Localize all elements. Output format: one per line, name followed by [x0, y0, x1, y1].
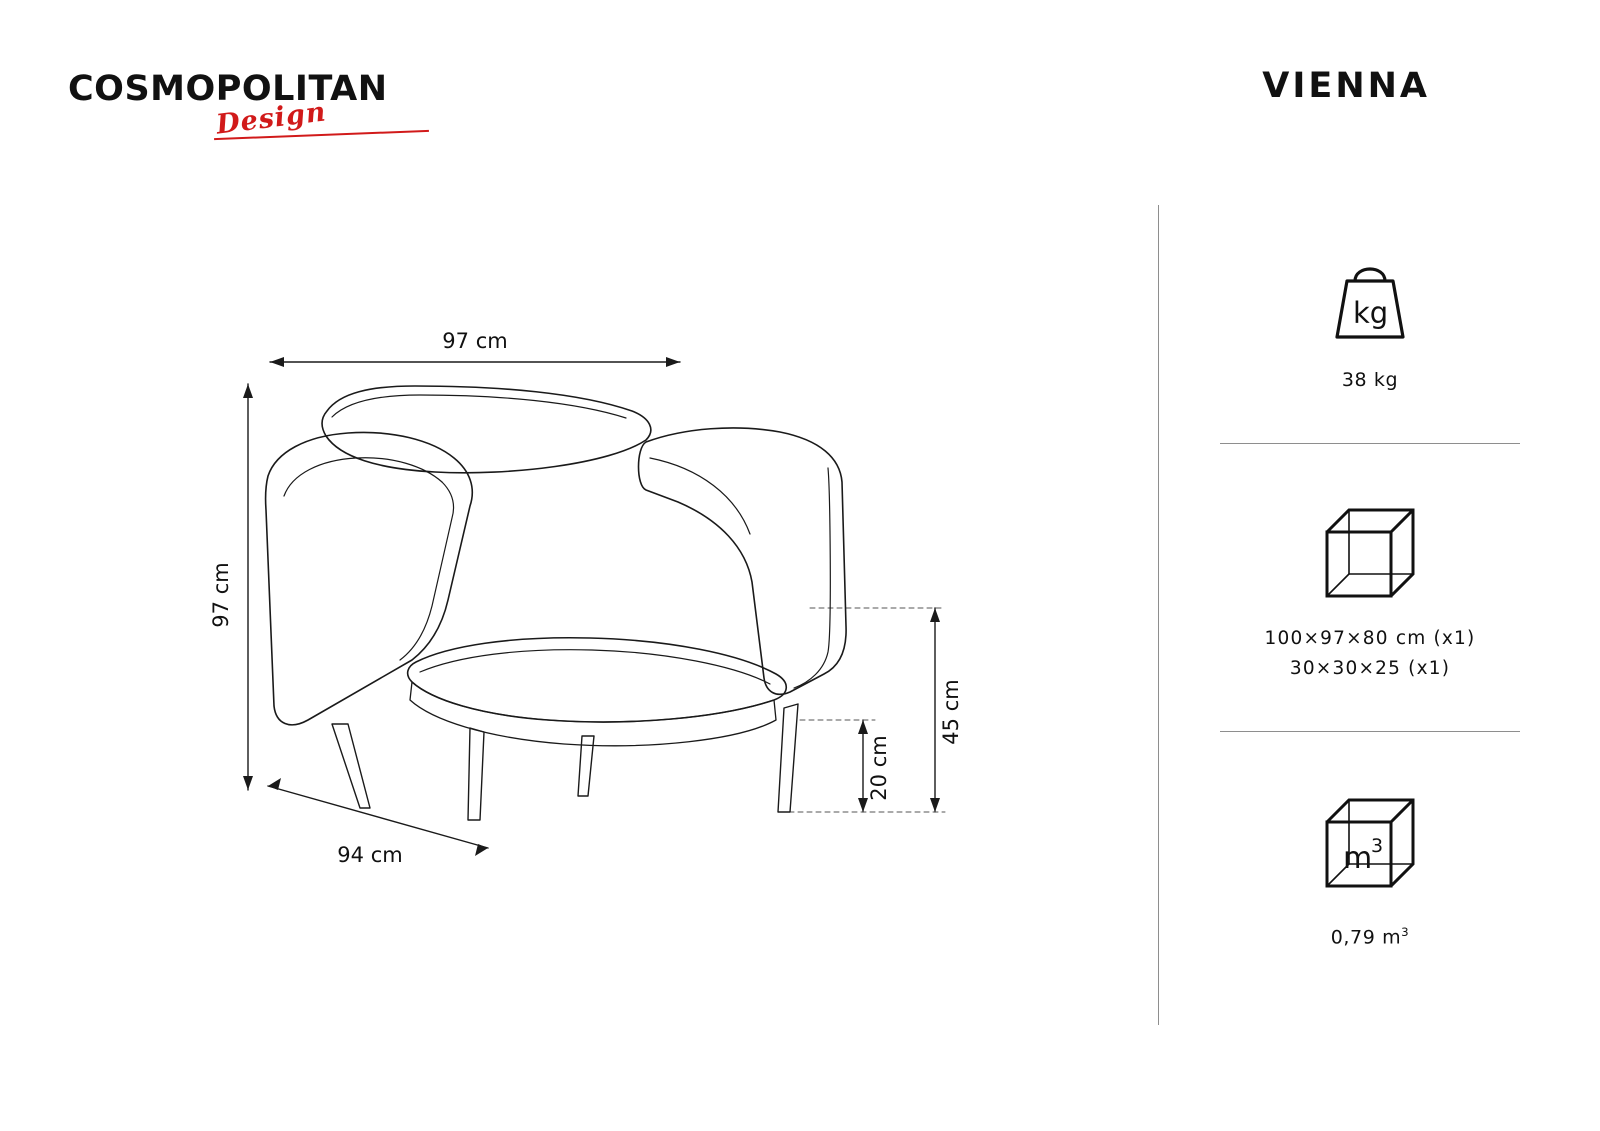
leg-front-left [332, 724, 370, 808]
spec-package-caption-line1: 100×97×80 cm (x1) [1264, 627, 1476, 649]
right-arm-inner2 [650, 458, 750, 534]
spec-volume [1190, 732, 1550, 952]
spec-weight-caption: 38 kg [1341, 369, 1399, 391]
spec-volume-value: 0,79 m [1330, 926, 1402, 949]
svg-text:kg: kg [1353, 296, 1389, 330]
spec-volume-unit-exponent: 3 [1401, 925, 1410, 940]
left-arm-inner2 [400, 482, 454, 660]
right-arm [639, 428, 847, 694]
dimension-height [243, 384, 253, 790]
svg-text:m: m [1343, 841, 1373, 877]
dimension-width [270, 350, 680, 374]
spec-package-caption-line2: 30×30×25 (x1) [1289, 658, 1451, 680]
armchair-technical-drawing [180, 300, 1080, 900]
dimension-height-label: 97 cm [209, 562, 233, 628]
specs-column [1190, 225, 1550, 952]
brand-logo [68, 69, 398, 152]
dimension-leg-height-label: 20 cm [867, 735, 891, 801]
spec-volume-caption [1190, 924, 1550, 952]
seat-cushion-seam [420, 650, 770, 684]
weight-icon [1190, 243, 1550, 353]
dimension-seat-height-label: 45 cm [939, 679, 963, 745]
left-arm [266, 432, 473, 724]
brand-name: COSMOPOLITAN [68, 69, 388, 109]
vertical-divider [1158, 205, 1159, 1025]
volume-box-icon [1190, 780, 1550, 910]
right-arm-inner [794, 468, 830, 688]
svg-text:3: 3 [1371, 835, 1384, 858]
brand-sub-name: Design [214, 96, 329, 141]
leg-front-right [468, 728, 484, 820]
dimension-depth-label: 94 cm [337, 843, 403, 867]
product-title: VIENNA [1262, 66, 1430, 106]
spec-weight [1190, 225, 1550, 395]
leg-rear-right [778, 704, 798, 812]
spec-package [1190, 444, 1550, 684]
box-icon [1190, 492, 1550, 612]
dimension-width-label: 97 cm [442, 329, 508, 353]
left-arm-inner [284, 458, 442, 496]
